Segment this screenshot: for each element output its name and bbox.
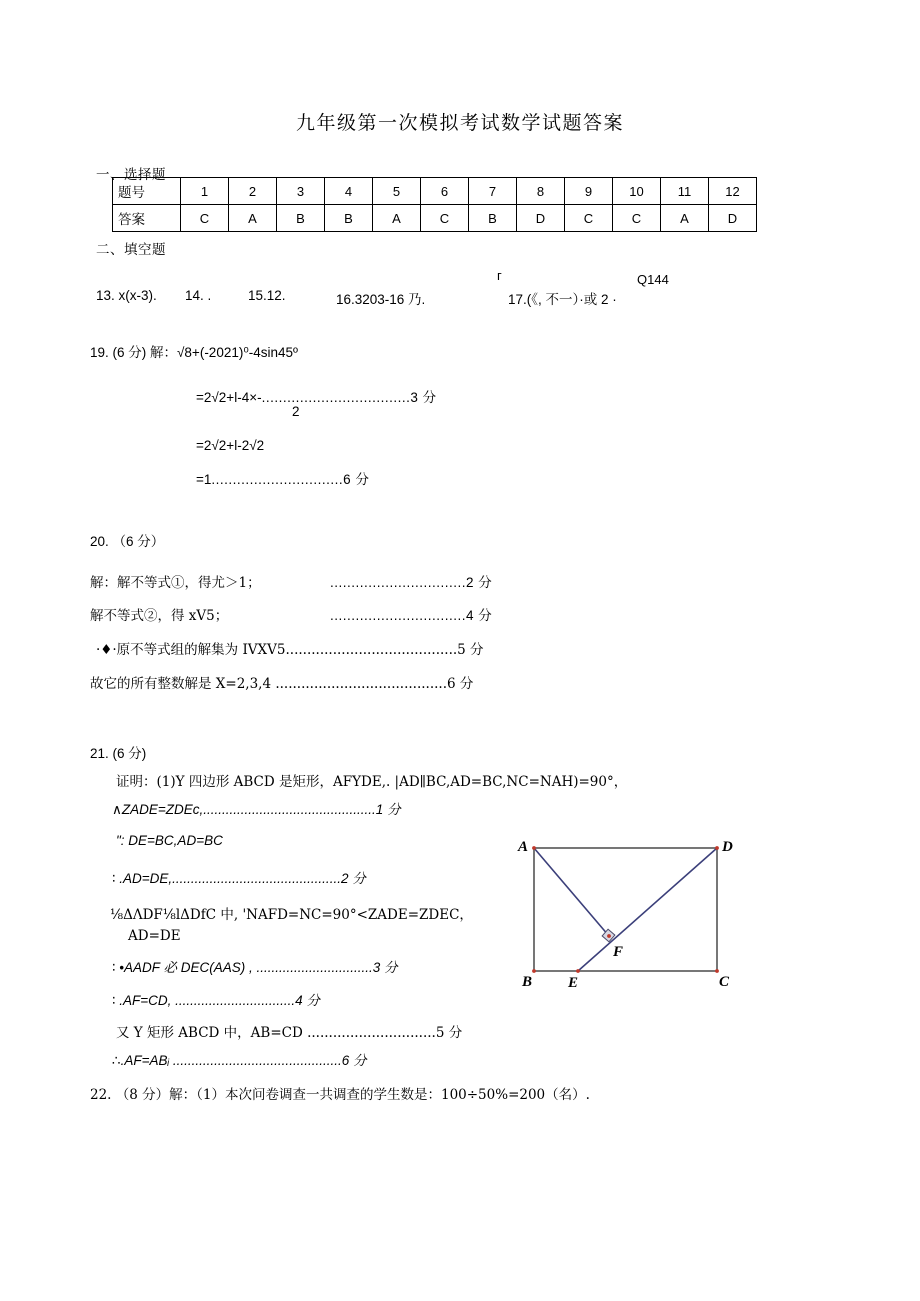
table-cell: C bbox=[181, 205, 229, 232]
page-title: 九年级第一次模拟考试数学试题答案 bbox=[295, 112, 624, 134]
stray-text-q144: Q144 bbox=[637, 272, 669, 287]
question-21-line-1: 证明：(1)Y 四边形 ABCD 是矩形，AFYDE,. |AD∥BC,AD=BC,NC=NAH)=90°， bbox=[116, 774, 628, 790]
q19-step3-expr: =1 bbox=[196, 472, 212, 487]
question-19-heading: 19. (6 分) 解：√8+(-2021)⁰-4sin45º bbox=[90, 345, 298, 360]
figure-label-d: D bbox=[722, 839, 733, 855]
section-heading-choice: 一、选择题 bbox=[96, 167, 166, 183]
figure-label-b: B bbox=[522, 974, 533, 990]
figure-label-a: A bbox=[518, 839, 529, 855]
question-20-line-2-dots: ................................4 分 bbox=[330, 608, 493, 623]
q19-step1-dots: ...................................3 分 bbox=[261, 390, 437, 405]
table-cell: 3 bbox=[277, 178, 325, 205]
rectangle-abcd-outline bbox=[534, 848, 717, 971]
table-cell: 5 bbox=[373, 178, 421, 205]
table-cell: 6 bbox=[421, 178, 469, 205]
question-21-line-7: ∶ •AADF 必 DEC(AAS) , ...............................3 分 bbox=[112, 960, 398, 975]
question-19-denominator: 2 bbox=[292, 404, 300, 419]
question-20-line-4: 故它的所有整数解是 X=2,3,4 ........................................6 分 bbox=[90, 676, 474, 692]
vertex-point-e bbox=[576, 969, 580, 973]
section-heading-fill: 二、填空题 bbox=[96, 242, 166, 258]
q19-step3-dots: ...............................6 分 bbox=[211, 472, 370, 487]
table-cell: 1 bbox=[181, 178, 229, 205]
table-row-answers bbox=[113, 205, 757, 232]
fill-answer-13: 13. x(x-3). bbox=[96, 288, 157, 303]
geometry-figure-rectangle-abcd bbox=[505, 825, 755, 990]
fill-answer-14: 14. . bbox=[185, 288, 212, 303]
table-cell: A bbox=[229, 205, 277, 232]
table-cell: C bbox=[421, 205, 469, 232]
vertex-point-a bbox=[532, 846, 536, 850]
question-20-line-3: ·♦·原不等式组的解集为 IVXV5........................................5 分 bbox=[96, 642, 484, 658]
table-cell: D bbox=[517, 205, 565, 232]
row-label-answer: 答案 bbox=[113, 205, 181, 232]
question-21-line-3: ": DE=BC,AD=BC bbox=[116, 833, 223, 848]
fill-answer-16: 16.3203-16 乃. bbox=[336, 292, 426, 307]
table-cell: 10 bbox=[613, 178, 661, 205]
table-cell: B bbox=[469, 205, 517, 232]
table-cell: B bbox=[277, 205, 325, 232]
question-21-line-8: ∶ .AF=CD, ................................4 分 bbox=[112, 993, 320, 1008]
vertex-point-b bbox=[532, 969, 536, 973]
question-19-step-1 bbox=[196, 386, 437, 406]
question-20-heading: 20. （6 分） bbox=[90, 534, 165, 549]
question-20-line-2: 解不等式②，得 xV5； bbox=[90, 608, 229, 624]
table-cell: 9 bbox=[565, 178, 613, 205]
table-cell: 11 bbox=[661, 178, 709, 205]
answer-table bbox=[112, 177, 757, 232]
vertex-point-d bbox=[715, 846, 719, 850]
question-20-line-1-dots: ................................2 分 bbox=[330, 575, 493, 590]
table-cell: A bbox=[373, 205, 421, 232]
segment-e-to-d bbox=[578, 848, 717, 971]
question-19-step-2: =2√2+l-2√2 bbox=[196, 438, 265, 453]
figure-label-f: F bbox=[613, 944, 624, 960]
fill-answer-17: 17.(《, 不一）·或 2 · bbox=[508, 292, 617, 307]
table-row-question-numbers bbox=[113, 178, 757, 205]
figure-label-c: C bbox=[719, 974, 730, 990]
table-cell: C bbox=[613, 205, 661, 232]
table-cell: 8 bbox=[517, 178, 565, 205]
question-21-line-10: ∴.AF=ABᵢ .............................................6 分 bbox=[112, 1053, 367, 1068]
q19-step1-expr: =2√2+l-4×- bbox=[196, 390, 262, 405]
fill-answer-15: 15.12. bbox=[248, 288, 286, 303]
question-21-line-2: ∧ZADE=ZDEc,..............................................1 分 bbox=[112, 802, 401, 817]
question-21-heading: 21. (6 分) bbox=[90, 746, 147, 761]
table-cell: D bbox=[709, 205, 757, 232]
table-cell: 2 bbox=[229, 178, 277, 205]
table-cell: 7 bbox=[469, 178, 517, 205]
row-label-question-no: 题号 bbox=[113, 178, 181, 205]
question-19-step-3 bbox=[196, 468, 369, 488]
table-cell: 4 bbox=[325, 178, 373, 205]
question-21-line-4: ∶ .AD=DE,.............................................2 分 bbox=[112, 871, 366, 886]
segment-a-to-f bbox=[534, 848, 609, 936]
question-22-line: 22. （8 分）解：（1）本次问卷调查一共调查的学生数是：100÷50%=200（名）. bbox=[90, 1087, 590, 1103]
question-21-line-6: AD=DE bbox=[128, 928, 181, 944]
question-21-line-9: 又 Y 矩形 ABCD 中，AB=CD ..............................5 分 bbox=[116, 1025, 463, 1041]
figure-label-e: E bbox=[568, 975, 579, 990]
table-cell: C bbox=[565, 205, 613, 232]
question-20-line-1: 解：解不等式①，得尤＞1； bbox=[90, 575, 261, 591]
table-cell: B bbox=[325, 205, 373, 232]
vertex-point-f bbox=[607, 934, 611, 938]
question-21-line-5: ⅛ΔΛDF⅛lΔDfC 中, 'NAFD=NC=90°<ZADE=ZDEC， bbox=[110, 907, 473, 923]
table-cell: 12 bbox=[709, 178, 757, 205]
vertex-point-c bbox=[715, 969, 719, 973]
table-cell: A bbox=[661, 205, 709, 232]
stray-tick-mark: г bbox=[497, 268, 502, 283]
